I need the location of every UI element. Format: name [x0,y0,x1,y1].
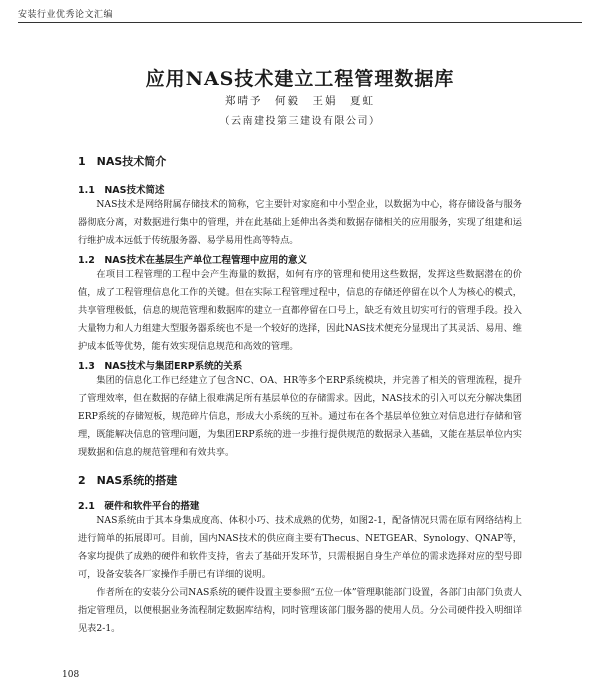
paragraph: 作者所在的安装分公司NAS系统的硬件设置主要参照“五位一体”管理职能部门设置，各部门由部门负责人指定管理员，以便根据业务流程制定数据库结构，同时管理该部门服务器的使用人员。分公司硬件投入明细详见表2-1。 [78,587,522,634]
section-heading: 1 NAS技术简介 [78,155,167,168]
paragraph: NAS系统由于其本身集成度高、体积小巧、技术成熟的优势，如图2-1，配备情况只需在原有网络结构上进行简单的拓展即可。目前，国内NAS技术的供应商主要有Thecus、NETGEAR、Synology、QNAP等，各家均提供了成熟的硬件和软件支持，省去了基础开发环节，只需根据自身生产单位的需求选择对应的型号即可，设备安装各厂家操作手册已有详细的说明。 [78,515,522,580]
section-heading: 2 NAS系统的搭建 [78,474,178,487]
paragraph: 集团的信息化工作已经建立了包含NC、OA、HR等多个ERP系统模块，并完善了相关的管理流程，提升了管理效率，但在数据的存储上很难满足所有基层单位的存储需求。因此，NAS技术的引入可以充分解决集团ERP系统的存储短板，规范碎片信息，形成大小系统的互补。通过布在各个基层单位独立对信息进行存储和管理，既能解决信息的管理问题，为集团ERP系统的进一步推行提供规范的数据录入基础，又能在基层单位内实现数据和信息的规范管理和有效共享。 [78,375,522,458]
paper-title: 应用NAS技术建立工程管理数据库 [145,68,455,90]
subsection-heading: 2.1 硬件和软件平台的搭建 [78,501,200,512]
paragraph: 在项目工程管理的工程中会产生海量的数据，如何有序的管理和使用这些数据，发挥这些数据潜在的价值，成了工程管理信息化工作的关键。但在实际工程管理过程中，信息的存储还停留在以个人为核心的模式，共享管理极低，信息的规范管理和数据库的建立一直都停留在口号上，缺乏有效且切实可行的管理手段。投入大量物力和人力组建大型服务器系统也不是一个较好的选择，因此NAS技术便充分显现出了其灵活、易用、维护成本低等优势，能有效实现信息规范和高效的管理。 [78,269,522,352]
subsection-heading: 1.2 NAS技术在基层生产单位工程管理中应用的意义 [78,255,307,266]
header-rule [18,22,582,23]
affiliation: （云南建投第三建设有限公司） [219,116,381,127]
subsection-heading: 1.3 NAS技术与集团ERP系统的关系 [78,361,243,372]
page-number: 108 [62,670,80,680]
subsection-heading: 1.1 NAS技术简述 [78,185,165,196]
running-head: 安装行业优秀论文汇编 [18,10,114,20]
paragraph: NAS技术是网络附属存储技术的简称，它主要针对家庭和中小型企业，以数据为中心，将存储设备与服务器彻底分离，对数据进行集中的管理，并在此基础上延伸出各类和数据存储相关的应用服务，实现了组建和运行维护成本远低于传统服务器、易学易用性高等特点。 [78,199,522,246]
paper-body [78,150,522,638]
authors: 郑晴予 何毅 王娟 夏虹 [225,95,375,107]
